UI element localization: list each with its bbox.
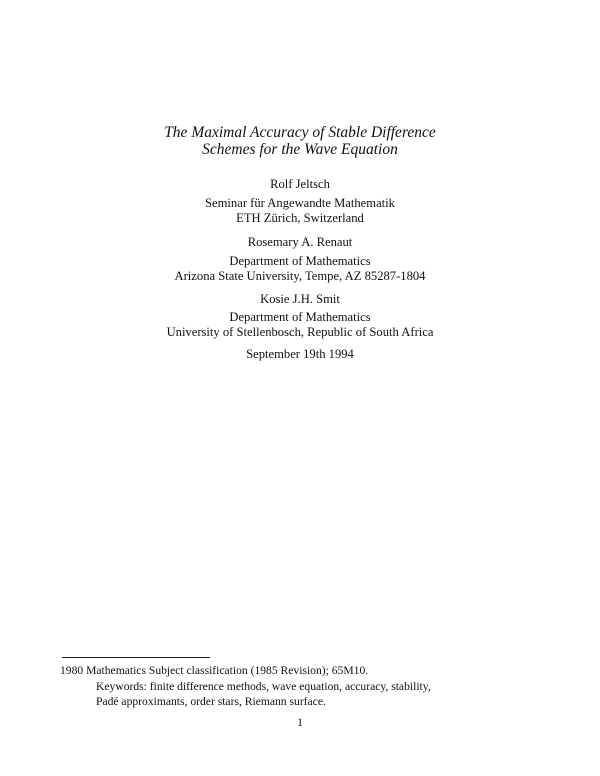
footnote-line-1: 1980 Mathematics Subject classification (1985 Revision); 65M10. [60, 664, 369, 677]
affiliation-1-line-2: ETH Zürich, Switzerland [236, 211, 364, 225]
footnote-line-3: Padé approximants, order stars, Riemann surface. [96, 695, 326, 708]
affiliation-3-line-2: University of Stellenbosch, Republic of South Africa [166, 325, 434, 339]
author-affiliation-2 [0, 254, 600, 284]
footnote-divider [62, 657, 210, 658]
footnote [60, 663, 431, 710]
title-line-2: Schemes for the Wave Equation [202, 141, 398, 158]
author-affiliation-1 [0, 196, 600, 226]
author-name-1: Rolf Jeltsch [270, 177, 330, 191]
page-number: 1 [297, 715, 303, 729]
affiliation-2-line-1: Department of Mathematics [229, 254, 371, 268]
paper-title [0, 124, 600, 158]
affiliation-2-line-2: Arizona State University, Tempe, AZ 85287-1804 [174, 269, 426, 283]
paper-date: September 19th 1994 [246, 347, 354, 361]
author-name-3: Kosie J.H. Smit [260, 292, 340, 306]
author-affiliation-3 [0, 310, 600, 340]
title-line-1: The Maximal Accuracy of Stable Difference [164, 124, 436, 141]
footnote-line-2: Keywords: finite difference methods, wave equation, accuracy, stability, [96, 679, 431, 693]
affiliation-1-line-1: Seminar für Angewandte Mathematik [205, 196, 395, 210]
affiliation-3-line-1: Department of Mathematics [229, 310, 371, 324]
author-name-2: Rosemary A. Renaut [247, 235, 353, 249]
